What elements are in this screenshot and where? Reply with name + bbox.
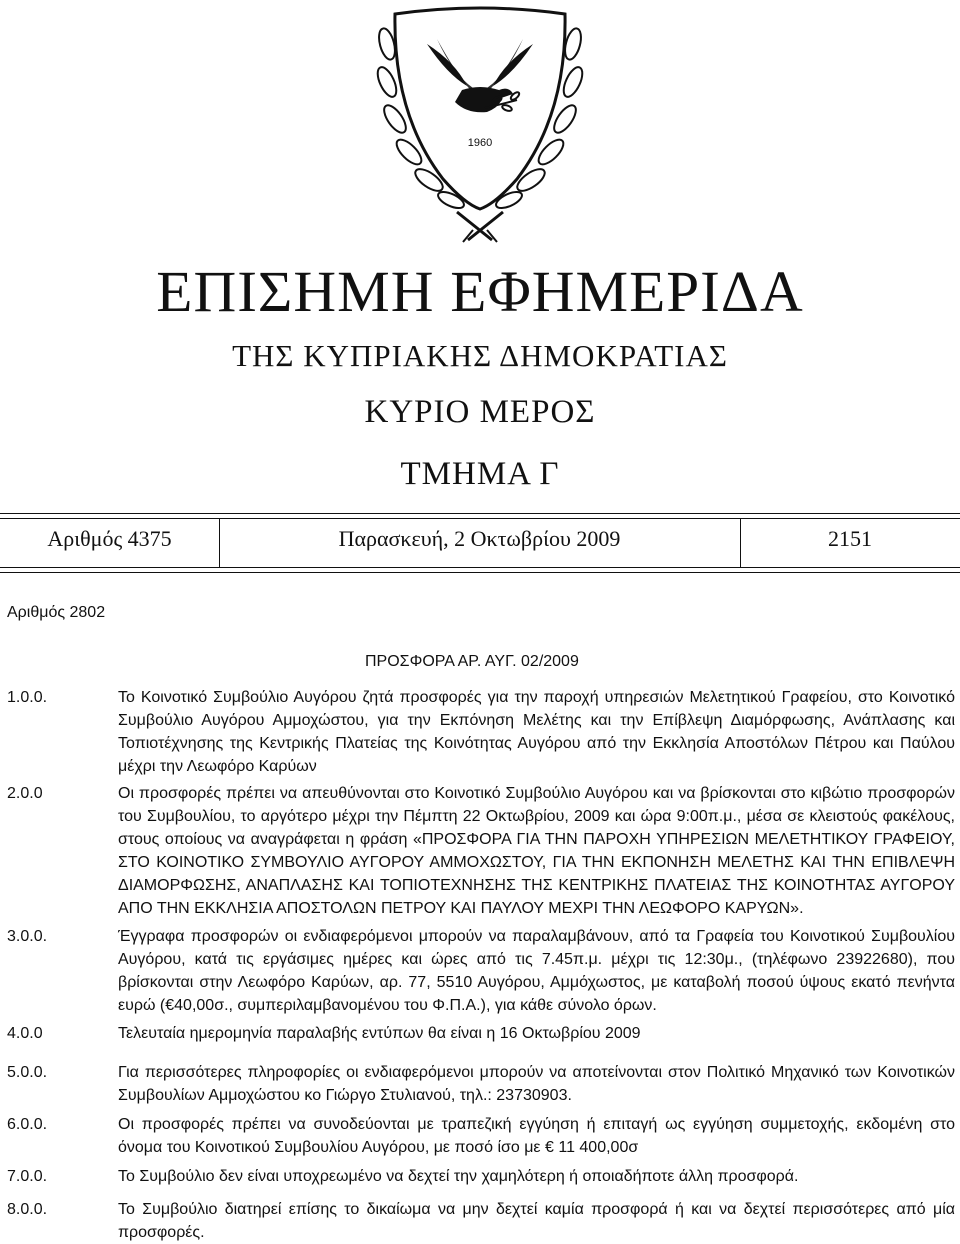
list-item — [7, 782, 955, 920]
list-item — [7, 1165, 955, 1188]
item-number: 2.0.0 — [7, 785, 43, 802]
tender-reference: ΠΡΟΣΦΟΡΑ ΑΡ. ΑΥΓ. 02/2009 — [365, 653, 579, 670]
item-number: 5.0.0. — [7, 1064, 48, 1081]
header-rule-bottom-2 — [0, 572, 960, 573]
coat-of-arms-emblem — [367, 4, 593, 244]
emblem-year: 1960 — [467, 137, 493, 149]
item-number: 8.0.0. — [7, 1201, 48, 1218]
item-number: 3.0.0. — [7, 928, 48, 945]
header-rule-top-1 — [0, 513, 960, 514]
item-text: Έγγραφα προσφορών οι ενδιαφερόμενοι μπορούν να παραλαμβάνουν, από τα Γραφεία του Κοινοτικού Συμβουλίου Αυγόρου, κατά τις εργάσιμες ημέρες και ώρες από τις 7.45π.μ. μέχρι τις 12:30μ., (τηλέφωνο 23922680), που βρίσκονται στην Λεωφόρο Καρύων, αρ. 77, 5510 Αυγόρου, Αμμόχωστος, με καταβολή ποσού ύψους εκατό πενήντα ευρώ (€40,00σ., συμπεριλαμβανομένου του Φ.Π.Α.), για κάθε σύνολο όρων. — [118, 928, 955, 1014]
page-number: 2151 — [828, 526, 872, 551]
header-rule-bottom-1 — [0, 567, 960, 568]
list-item — [7, 686, 955, 778]
item-text: Το Κοινοτικό Συμβούλιο Αυγόρου ζητά προσφορές για την παροχή υπηρεσιών Μελετητικού Γραφείου, στο Κοινοτικό Συμβούλιο Αυγόρου Αμμοχώστου, για την Εκπόνηση Μελέτης και την Επίβλεψη Διαμόρφωσης, Ανάπλασης και Τοπιοτέχνησης της Κεντρικής Πλατείας της Κοινότητας Αυγόρου από την Εκκλησία Αποστόλων Πέτρου και Παύλου μέχρι την Λεωφόρο Καρύων — [118, 689, 955, 775]
gazette-subtitle: ΤΗΣ ΚΥΠΡΙΑΚΗΣ ΔΗΜΟΚΡΑΤΙΑΣ — [232, 338, 728, 373]
item-text: Το Συμβούλιο δεν είναι υποχρεωμένο να δεχτεί την χαμηλότερη ή οποιαδήποτε άλλη προσφορά. — [118, 1168, 799, 1185]
list-item — [7, 1022, 955, 1045]
item-text: Το Συμβούλιο διατηρεί επίσης το δικαίωμα να μην δεχτεί καμία προσφορά ή και να δεχτεί περισσότερες από μία προσφορές. — [118, 1201, 955, 1241]
item-text: Για περισσότερες πληροφορίες οι ενδιαφερόμενοι μπορούν να αποτείνονται στον Πολιτικό Μηχανικό των Κοινοτικών Συμβουλίων Αμμοχώστου κο Γιώργο Στυλιανού, τηλ.: 23730903. — [118, 1064, 955, 1104]
item-text: Οι προσφορές πρέπει να απευθύνονται στο Κοινοτικό Συμβούλιο Αυγόρου και να βρίσκονται στο κιβώτιο προσφορών του Συμβουλίου, το αργότερο μέχρι την Πέμπτη 22 Οκτωβρίου, 2009 και ώρα 9:00π.μ., μέσα σε κλειστούς φακέλους, στους οποίους να αναγράφεται η φράση «ΠΡΟΣΦΟΡΑ ΓΙΑ ΤΗΝ ΠΑΡΟΧΗ ΥΠΗΡΕΣΙΩΝ ΜΕΛΕΤΗΤΙΚΟΥ ΓΡΑΦΕΙΟΥ, ΣΤΟ ΚΟΙΝΟΤΙΚΟ ΣΥΜΒΟΥΛΙΟ ΑΥΓΟΡΟΥ ΑΜΜΟΧΩΣΤΟΥ, ΓΙΑ ΤΗΝ ΕΚΠΟΝΗΣΗ ΜΕΛΕΤΗΣ ΚΑΙ ΤΗΝ ΕΠΙΒΛΕΨΗ ΔΙΑΜΟΡΦΩΣΗΣ, ΑΝΑΠΛΑΣΗΣ ΚΑΙ ΤΟΠΙΟΤΕΧΝΗΣΗΣ ΤΗΣ ΚΕΝΤΡΙΚΗΣ ΠΛΑΤΕΙΑΣ ΤΗΣ ΚΟΙΝΟΤΗΤΑΣ ΑΥΓΟΡΟΥ ΑΠΟ ΤΗΝ ΕΚΚΛΗΣΙΑ ΑΠΟΣΤΟΛΩΝ ΠΕΤΡΟΥ ΚΑΙ ΠΑΥΛΟΥ ΜΕΧΡΙ ΤΗΝ ΛΕΩΦΟΡΟ ΚΑΡΥΩΝ». — [118, 785, 955, 917]
gazette-title: ΕΠΙΣΗΜΗ ΕΦΗΜΕΡΙΔΑ — [156, 259, 804, 324]
gazette-section: ΤΜΗΜΑ Γ — [400, 456, 560, 492]
issue-date: Παρασκευή, 2 Οκτωβρίου 2009 — [338, 526, 621, 551]
item-number: 4.0.0 — [7, 1025, 43, 1042]
item-text: Τελευταία ημερομηνία παραλαβής εντύπων θα είναι η 16 Οκτωβρίου 2009 — [118, 1025, 641, 1042]
issue-number-header: Αριθμός 4375 — [47, 526, 172, 551]
list-item — [7, 1061, 955, 1107]
gazette-part: ΚΥΡΙΟ ΜΕΡΟΣ — [364, 394, 596, 430]
list-item — [7, 925, 955, 1017]
list-item — [7, 1198, 955, 1244]
item-text: Οι προσφορές πρέπει να συνοδεύονται με τραπεζική εγγύηση ή επιταγή ως εγγύηση συμμετοχής, εκδομένη στο όνομα του Κοινοτικού Συμβουλίου Αυγόρου, με ποσό ίσο με € 11 400,00σ — [118, 1116, 955, 1156]
item-number: 1.0.0. — [7, 689, 48, 706]
notice-number: Αριθμός 2802 — [7, 604, 106, 621]
list-item — [7, 1113, 955, 1159]
item-number: 6.0.0. — [7, 1116, 48, 1133]
item-number: 7.0.0. — [7, 1168, 48, 1185]
header-rule-top-2 — [0, 518, 960, 519]
